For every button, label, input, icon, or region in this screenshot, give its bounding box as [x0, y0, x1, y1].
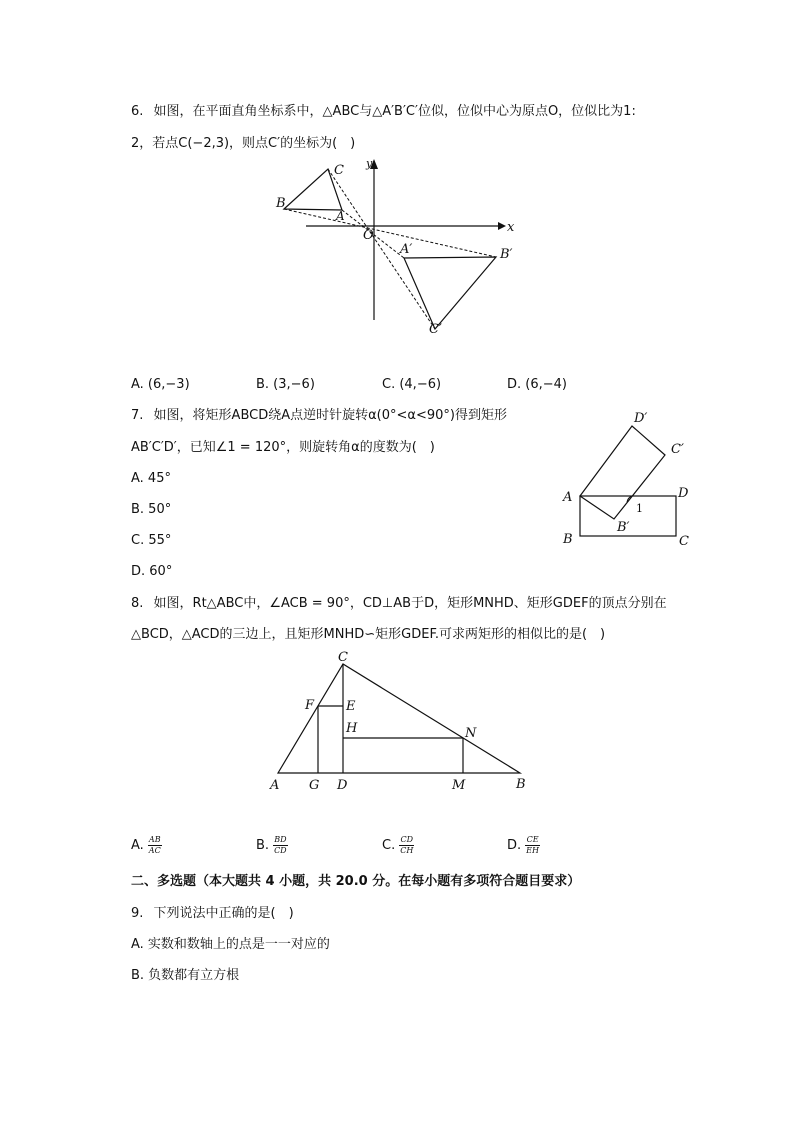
q8-option-d [507, 835, 540, 856]
q6-label-c-prime: C′ [429, 322, 442, 337]
q8-label-c: C [338, 650, 348, 665]
q6-option-a: A. (6,−3) [131, 377, 190, 392]
q7-option-a: A. 45° [131, 471, 171, 486]
q9-option-a: A. 实数和数轴上的点是一一对应的 [131, 937, 330, 952]
q7-line-2: AB′C′D′，已知∠1 = 120°，则旋转角α的度数为( ) [131, 440, 435, 455]
q7-label-b: B [563, 532, 573, 547]
q8-option-c-letter: C. [382, 838, 396, 853]
q6-label-y: y [366, 157, 373, 170]
q8-label-m: M [452, 778, 466, 793]
q6-number: 6. [131, 104, 144, 119]
q7-label-a: A [563, 490, 573, 505]
q9-line-1 [131, 904, 294, 924]
q9-number: 9. [131, 906, 144, 921]
q8-option-d-letter: D. [507, 838, 522, 853]
q7-label-angle: 1 [636, 502, 643, 515]
q8-option-c-den: CH [400, 846, 414, 855]
q8-text-1: 如图，Rt△ABC中，∠ACB = 90°，CD⊥AB于D，矩形MNHD、矩形GDEF的顶点分别在 [153, 596, 667, 611]
q7-option-b: B. 50° [131, 502, 172, 517]
q6-triangle-abc-prime [404, 257, 496, 329]
q7-label-b-prime: B′ [617, 520, 630, 535]
q7-rect-rotated [580, 426, 665, 519]
q8-option-a [131, 835, 162, 856]
q8-option-c [382, 835, 414, 856]
q7-option-d: D. 60° [131, 564, 173, 579]
q7-line-1 [131, 406, 507, 426]
q8-label-e: E [346, 699, 356, 714]
q8-label-h: H [346, 721, 358, 736]
q8-option-a-letter: A. [131, 838, 144, 853]
q8-line-1 [131, 594, 667, 614]
q8-label-f: F [305, 698, 315, 713]
q6-label-c: C [334, 163, 344, 178]
q8-option-b-fraction [273, 835, 288, 856]
q6-option-d: D. (6,−4) [507, 377, 567, 392]
q7-label-d: D [678, 486, 689, 501]
q6-option-b: B. (3,−6) [256, 377, 315, 392]
q6-label-a-prime: A′ [400, 242, 413, 257]
q8-label-n: N [465, 726, 477, 741]
q6-x-arrow-icon [498, 222, 506, 230]
q6-label-a: A [336, 209, 345, 223]
q6-line-1 [131, 102, 636, 122]
q8-option-b-den: CD [274, 846, 287, 855]
q7-text-1: 如图，将矩形ABCD绕A点逆时针旋转α(0°<α<90°)得到矩形 [153, 408, 507, 423]
q6-option-c: C. (4,−6) [382, 377, 442, 392]
q6-dash-cc [328, 169, 435, 329]
q8-option-b [256, 835, 288, 856]
q8-option-b-letter: B. [256, 838, 270, 853]
q6-label-o: O [363, 228, 374, 243]
q8-figure [262, 648, 537, 798]
q7-label-d-prime: D′ [634, 411, 648, 426]
q8-option-c-fraction [399, 835, 414, 856]
q6-dash-bb [284, 209, 496, 257]
q7-label-c: C [679, 534, 689, 549]
q8-option-d-fraction [525, 835, 540, 856]
q8-option-d-den: EH [526, 846, 539, 855]
section-2-heading: 二、多选题（本大题共 4 小题，共 20.0 分。在每小题有多项符合题目要求） [131, 874, 581, 889]
q8-option-a-fraction [148, 835, 162, 856]
q6-label-x: x [507, 220, 515, 235]
q8-label-d: D [337, 778, 348, 793]
q9-option-b: B. 负数都有立方根 [131, 968, 240, 983]
q8-option-a-num: AB [148, 835, 161, 844]
q8-option-d-num: CE [526, 835, 539, 844]
q6-text-1: 如图，在平面直角坐标系中，△ABC与△A′B′C′位似，位似中心为原点O，位似比为1: [153, 104, 636, 119]
q8-number: 8. [131, 596, 144, 611]
q8-triangle-abc [278, 664, 520, 773]
q8-option-a-den: AC [148, 846, 161, 855]
q8-option-b-num: BD [274, 835, 287, 844]
q9-text: 下列说法中正确的是( ) [153, 906, 294, 921]
q7-option-c: C. 55° [131, 533, 172, 548]
q7-number: 7. [131, 408, 144, 423]
q8-line-2: △BCD，△ACD的三边上，且矩形MNHD∽矩形GDEF.可求两矩形的相似比的是( ) [131, 627, 606, 642]
q8-option-c-num: CD [400, 835, 414, 844]
q8-label-a: A [270, 778, 280, 793]
q6-label-b: B [276, 196, 286, 211]
q7-figure [555, 405, 705, 550]
q6-line-2: 2，若点C(−2,3)，则点C′的坐标为( ) [131, 136, 356, 151]
q7-label-c-prime: C′ [671, 442, 684, 457]
q6-figure [270, 155, 530, 345]
q6-label-b-prime: B′ [500, 247, 513, 262]
q8-label-b: B [516, 777, 526, 792]
q8-label-g: G [309, 778, 320, 793]
